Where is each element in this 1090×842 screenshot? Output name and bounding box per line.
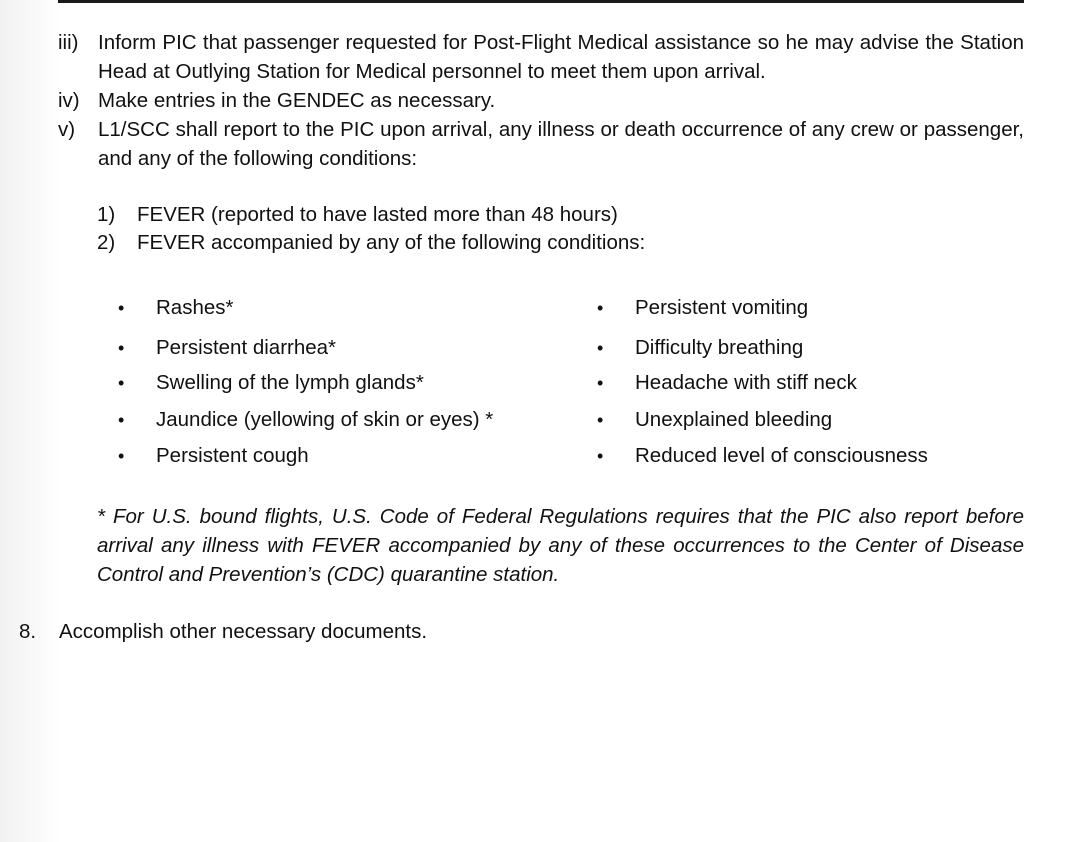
numbered-item-8 — [19, 618, 427, 646]
bullet-icon: • — [118, 373, 125, 393]
roman-numeral: iii) — [58, 31, 79, 54]
roman-item-iii — [58, 28, 1024, 86]
bullet-icon: • — [597, 410, 604, 430]
roman-numeral: v) — [58, 118, 76, 141]
sub-item-2 — [97, 229, 645, 257]
bullet-text: Swelling of the lymph glands* — [156, 371, 424, 394]
bullet-text: Persistent vomiting — [635, 296, 809, 319]
bullet-icon: • — [597, 338, 604, 358]
sub-item-number: 1) — [97, 203, 116, 226]
roman-item-text: L1/SCC shall report to the PIC upon arrival, any illness or death occurrence of any crew or passenger, and any of the following conditions: — [98, 118, 1024, 170]
sub-item-text: FEVER accompanied by any of the following conditions: — [137, 231, 646, 254]
item-text: Accomplish other necessary documents. — [59, 620, 428, 643]
roman-item-text: Inform PIC that passenger requested for Post-Flight Medical assistance so he may advise the Station Head at Outlying Station for Medical personnel to meet them upon arrival. — [98, 31, 1024, 83]
roman-item-iv — [58, 86, 1024, 115]
sub-item-text: FEVER (reported to have lasted more than 48 hours) — [137, 203, 618, 226]
bullet-icon: • — [118, 338, 125, 358]
bullet-icon: • — [597, 298, 604, 318]
bullet-text: Unexplained bleeding — [635, 408, 833, 431]
bullet-icon: • — [118, 446, 125, 466]
bullet-text: Persistent cough — [156, 444, 309, 467]
bullet-text: Jaundice (yellowing of skin or eyes) * — [156, 408, 494, 431]
bullet-text: Persistent diarrhea* — [156, 336, 337, 359]
sub-item-number: 2) — [97, 231, 116, 254]
sub-item-1 — [97, 201, 618, 229]
bullet-icon: • — [597, 446, 604, 466]
roman-numeral: iv) — [58, 89, 80, 112]
roman-item-text: Make entries in the GENDEC as necessary. — [98, 89, 496, 112]
bullet-text: Headache with stiff neck — [635, 371, 857, 394]
cdc-footnote: * For U.S. bound flights, U.S. Code of Federal Regulations requires that the PIC also report before arrival any illness with FEVER accompanied by any of these occurrences to the Center of Disease Control and Prevention’s (CDC) quarantine station. — [97, 505, 1024, 586]
bullet-text: Difficulty breathing — [635, 336, 804, 359]
bullet-icon: • — [118, 298, 125, 318]
bullet-icon: • — [118, 410, 125, 430]
item-number: 8. — [19, 620, 37, 643]
bullet-icon: • — [597, 373, 604, 393]
bullet-text: Reduced level of consciousness — [635, 444, 928, 467]
roman-item-v — [58, 115, 1024, 173]
bullet-text: Rashes* — [156, 296, 234, 319]
